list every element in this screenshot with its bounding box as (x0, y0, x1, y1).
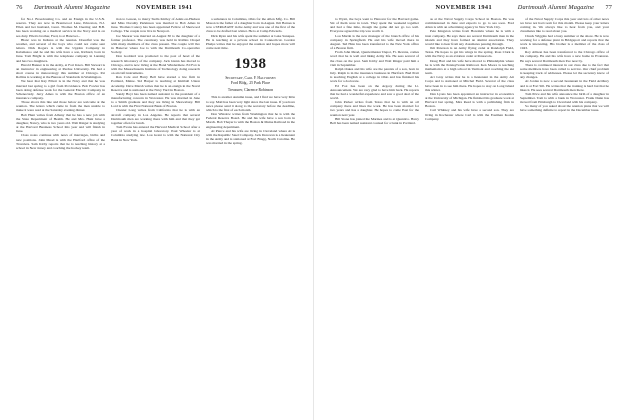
paragraph: This is another Autumn issue, and I find we have very little to say. Mail has been very light since the last issue. If you have news please send it along to the secretary before the deadline, which is the first of each month. (206, 95, 295, 112)
paragraph: There is continued interest in our class due to the fact that some members have been called to service. Our chief problem is keeping track of addresses. Please let the secretary know of any changes. (520, 62, 609, 80)
text-column (111, 17, 200, 417)
paragraph: Pete Kingston writes from Honolulu where he is with a trust company. He says there are several Dartmouth men in the islands and they have formed an alumni association. They would like to hear from any classmates passing through. (425, 29, 514, 46)
paragraph: to Wyatt, the boys went to Hanover for the Harvard game. Six of them were in town. They spent the weekend together and had a fine time, though the game did not go too well. Everyone agreed the trip was worth it. (330, 17, 419, 34)
right-page (314, 0, 628, 420)
paragraph: Harold Banner is in the Army, at Fort Knox. Bill Stewart is an instructor in engineering at Purdue University. He had a short course in meteorology this summer at Chicago. Pat Rollins is working at the Bureau of Standards in Washington. (16, 62, 105, 80)
text-column (206, 17, 295, 417)
paragraph: Al Jordan is now a second lieutenant in the Field Artillery and is at Fort Sill. He writes that the training is hard but that he likes it. He sees several Dartmouth men there. (520, 79, 609, 92)
paragraph: From John Mead, Quartermaster Depot, Ft. Devens, comes word that he is well and liking Army life. He sees several of the class on the post. Sam Kirby and Walt Ringer paid him a visit in September. (330, 50, 419, 67)
paragraph: Chester Long writes from California that he is with an aircraft company in Los Angeles. He reports that several Dartmouth men are working there with him and that they get together often for lunch. (111, 108, 200, 125)
paragraph: Joe Shearer was married on August 30 to the daughter of a former professor. The ceremony was held in Rollins Chapel with many members of the class present. The couple will live in Hanover where Joe is with the Dartmouth Co-operative Society. (111, 33, 200, 55)
issue-date: NOVEMBER 1941 (136, 4, 193, 11)
secretary-address: Ford Bldg., 25 Park Place (230, 80, 271, 85)
paragraph: Dan Lyons has been appointed an instructor in economics at the University of Michigan. He finished his graduate work at Harvard last spring. Max Reed is with a publishing firm in Boston. (425, 91, 514, 109)
paragraph: Doug Hart and his wife have moved to Philadelphia where he is with the Pennsylvania Railroad. Ken Moore is teaching mathematics at a high school in Vermont and coaching the ski team. (425, 58, 514, 76)
paragraph: Dick Ryan and his wife spent the summer at Lake Sunapee. He is teaching at a private school in Connecticut. Gordon Phelps writes that he enjoyed the reunion and hopes more will come next time. (206, 33, 295, 51)
text-column (16, 17, 105, 417)
paragraph: Roy Allison has been transferred to the Chicago office of his company. He and his wife have a new home in Evanston. He says several Dartmouth men live near by. (520, 50, 609, 63)
paragraph: Al Pierce and his wife are living in Cleveland where Al is with the Republic Steel Company. Jack Donovan is a lieutenant in the Army and is stationed at Fort Bragg, North Carolina. He was married in the spring. (206, 128, 295, 146)
paragraph: Carl Whitney and his wife have a second son. They are living in Rochester where Carl is with the Eastman Kodak Company. (425, 108, 514, 121)
paragraph: Don Goddard was promoted to the post of head of the research laboratory of the company. Jack Glenn has moved to Chicago, and is now living at the Hotel Windermere. Ed Fox is with the Massachusetts Institute of Technology doing research on aircraft instruments. (111, 54, 200, 76)
paragraph: Sandy Hoyt has been named assistant to the president of a manufacturing concern in Worcester. He was married in June to a Smith graduate and they are living in Shrewsbury. Bill Lord is with the First National Bank of Boston. (111, 91, 200, 109)
text-column (330, 17, 419, 417)
paragraph: as at the Naval Supply Corps School in Boston. He was commissioned in June and expects to go to sea soon. Fred Allen is with an advertising agency in New York City. (425, 17, 514, 30)
paragraph: Ed Fox has been on the Argosy during the Lt. Announcement. We are very glad to have him back. He reports that he had a wonderful experience and saw a good deal of the world. (330, 83, 419, 100)
text-column (520, 17, 609, 417)
paragraph: Class notes continue with news of marriages, births and new positions. John Mead is with the Hartford office of the Travelers. Sam Kirby reports that he is teaching history at a school in New Jersey and coaching the hockey team. (16, 133, 105, 150)
secretary-line: Secretary, Carl F. Halvorsen (225, 76, 276, 81)
paragraph: Those above this line and those below are welcome at the reunion. The letters which came in from the men unable to make it were read at the Saturday evening dinner. (16, 100, 105, 113)
paragraph: Tom Price and his wife announce the birth of a daughter in September. Tom is with a bank in Worcester. Frank Dunn has moved from Pittsburgh to Cleveland with his company. (520, 91, 609, 105)
paragraph: Bob Hunt writes from Albany that he has a new job with the State Department of Health. He and Mrs. Hunt have a daughter, Nancy, who is two years old. Walt Ringer is studying at the Harvard Business School this year and will finish in June. (16, 112, 105, 134)
issue-date: NOVEMBER 1941 (435, 4, 492, 11)
paragraph: Don Winslow writes from Washington that he is with the Federal Reserve Board. He and his wife have a son born in March. Bob Thayer is with the Boston & Maine Railroad in the engineering department. (206, 112, 295, 129)
paragraph: Lou Martin is the new manager of the branch office of his company in Springfield. He and his wife moved there in August. Ted Hale has been transferred to the New York office of a Boston firm. (330, 33, 419, 51)
page-number: 76 (16, 4, 23, 11)
paragraph: Ralph Oakes and his wife are the parents of a son, born in July. Ralph is in the insurance business in Hartford. Bud Pratt is teaching English at a college in Ohio and has finished his work for a doctorate. (330, 66, 419, 84)
paragraph: We hear that Ray Elliott is in the Navy and that he was married last spring to a girl from Providence. Bob Fowler has been doing defense work for the General Electric Company in Schenectady. Jerry Ames is with the Boston office of an insurance company. (16, 79, 105, 100)
page-header (16, 4, 298, 16)
paragraph: of the Naval Supply Corps this year and lots of other news we have not had room for this month. Please keep your letters coming in. We always like to hear from you, and your classmates like to read about you. (520, 17, 609, 34)
paragraph: Jim Peterson is an Army flying cadet at Randolph Field, Texas. He hopes to get his wings in the spring. Ross Clark is with the Navy as an aviation cadet at Pensacola. (425, 46, 514, 59)
paragraph: John Parker writes from Texas that he is with an oil company there and likes the work. He has been married for two years and has a daughter. He hopes to come East for the reunion next year. (330, 100, 419, 117)
paragraph: Blanc was in Indiana at the reunion. Dreadful was the weather, and several of the boys who could not come sent letters. Dick Rogers is with the Upjohn Company in Kalamazoo and he and his wife have a son, Richard, born in June. Tom Bright is with the telephone company in Lansing and has two daughters. (16, 37, 105, 63)
class-year-heading: 1938 (234, 56, 267, 73)
page-header (330, 4, 612, 16)
paragraph: for No.1 Broadcasting Co. and an Ensign in the U.S.N. reserve. They are now in Brentwood Lane, Princeton, N.J. Ellen and her husband, Lieut. Thomas M. Deering and B.B. has been working on a medical service in the Navy and is on sea duty. Ellen's brother, Fred, is at Hanover... (16, 17, 105, 38)
paragraph: Tom Evans has entered the Harvard Medical School after a year of work in a hospital laboratory. Paul Wheeler is at Columbia studying law. Lou Grant is with the National City Bank in New York. (111, 125, 200, 142)
paragraph: Bill Stone has joined the Marines and is at Quantico. Harry Bell has been named assistant counsel for a bank in Portland. (330, 116, 419, 125)
publication-title: Dartmouth Alumni Magazine (517, 4, 594, 11)
paragraph: Ran Cole and Harry Bell have started a law firm in Portland, Maine. Sid Harper is teaching at Kimball Union Academy. Dave Marsh writes that he is an ensign in the Naval Reserve and is stationed at the Navy Yard in Boston. (111, 75, 200, 92)
paragraph: Chuck Wiggins had a busy summer at the shore. He is now working for a defense plant in Bridgeport and reports that the work is interesting. His brother is a member of the class of 1943. (520, 33, 609, 51)
publication-title: Dartmouth Alumni Magazine (34, 4, 111, 11)
paragraph: a substance in Columbus, Ohio for the Allen Mfg. Co. Bill Mason is the father of a daughter born in August. Jim Barnes is now a SERGEANT in the Army and was one of the first of the class to be drafted last winter. He is at Camp Edwards. (206, 17, 295, 34)
paragraph: Art Gray writes that he is a lieutenant in the Army Air Corps and is stationed at Mitchel Field. Several of the class have been in to see him there. He hopes to stay on Long Island this winter. (425, 75, 514, 92)
text-column (425, 17, 514, 417)
page-number: 77 (605, 4, 612, 11)
paragraph: So many of you asked about the reunion plans that we will have something definite to report in the December issue. (520, 104, 609, 113)
treasurer-line: Treasurer, Clarence Robinson (227, 88, 274, 93)
paragraph: tion to Lesson, to marry Stella Kirtley of Adair-on-Hudson and Miss Dorothy Parkinson was married to Bob Ames in June. Thomas Conroy has been appointed Fellow of Sherwood College. The couple now live in Newport. (111, 17, 200, 34)
